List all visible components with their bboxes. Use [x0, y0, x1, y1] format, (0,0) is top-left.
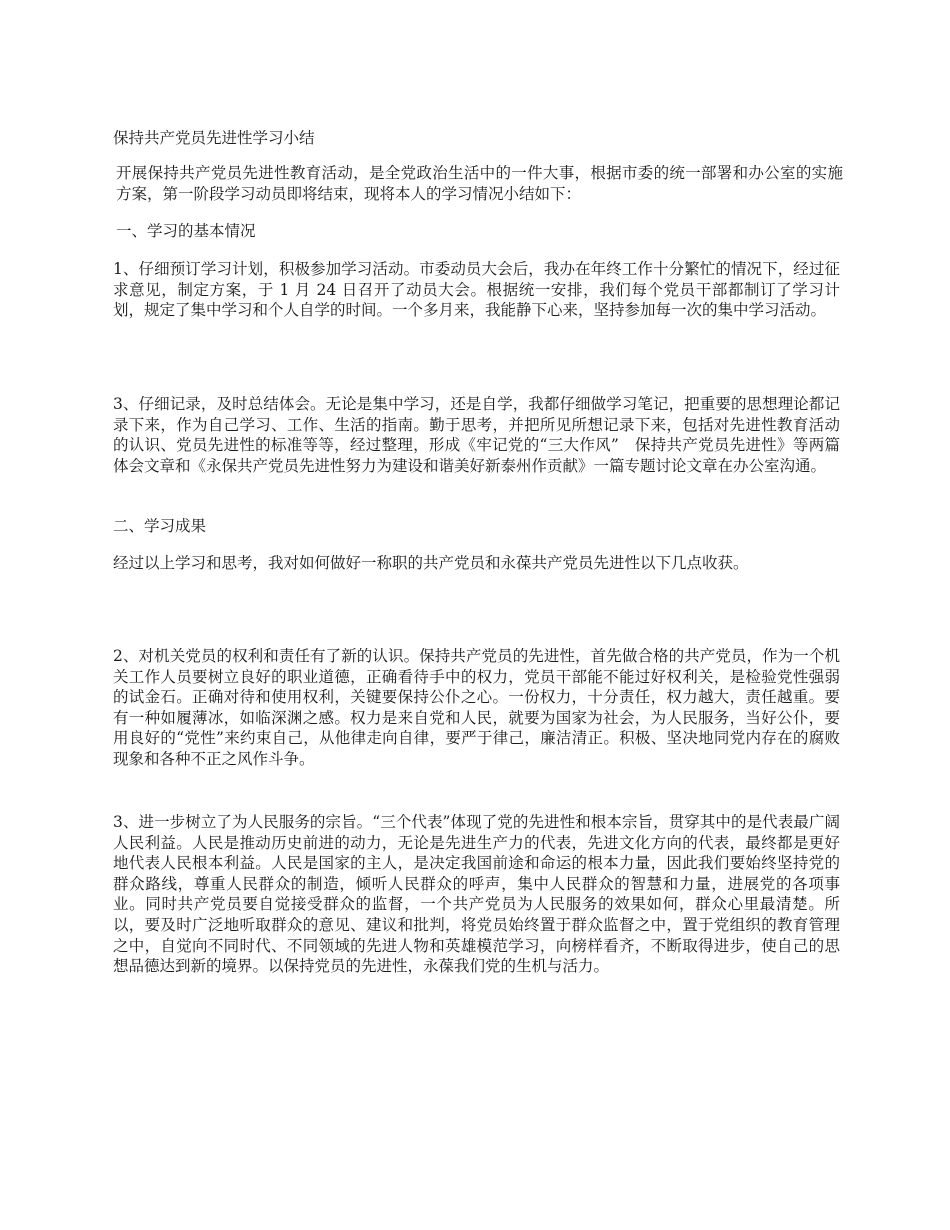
document-title: 保持共产党员先进性学习小结: [113, 129, 315, 147]
section2-item-3: 3、进一步树立了为人民服务的宗旨。“三个代表”体现了党的先进性和根本宗旨，贯穿其中的是代表最广阔人民利益。人民是推动历史前进的动力，无论是先进生产力的代表，先进文化方向的代表，最终都是更好地代表人民根本利益。人民是国家的主人，是决定我国前途和命运的根本力量，因此我们要始终坚持党的群众路线，尊重人民群众的制造，倾听人民群众的呼声，集中人民群众的智慧和力量，进展党的各项事业。同时共产党员要自觉接受群众的监督，一个共产党员为人民服务的效果如何，群众心里最清楚。所以，要及时广泛地听取群众的意见、建议和批判，将党员始终置于群众监督之中，置于党组织的教育管理之中，自觉向不同时代、不同领域的先进人物和英雄模范学习，向榜样看齐，不断取得进步，使自己的思想品德达到新的境界。以保持党员的先进性，永葆我们党的生机与活力。: [113, 813, 840, 976]
intro-paragraph: 开展保持共产党员先进性教育活动，是全党政治生活中的一件大事，根据市委的统一部署和办公室的实施方案，第一阶段学习动员即将结束，现将本人的学习情况小结如下：: [116, 164, 843, 203]
section2-intro: 经过以上学习和思考，我对如何做好一称职的共产党员和永葆共产党员先进性以下几点收获。: [113, 554, 749, 572]
section1-item-3: 3、仔细记录，及时总结体会。无论是集中学习，还是自学，我都仔细做学习笔记，把重要的思想理论都记录下来，作为自己学习、工作、生活的指南。勤于思考，并把所见所想记录下来，包括对先进性教育活动的认识、党员先进性的标准等等，经过整理，形成《牢记党的“三大作风” 保持共产党员先进性》等两篇体会文章和《永保共产党员先进性努力为建设和谐美好新泰州作贡献》一篇专题讨论文章在办公室沟通。: [113, 395, 840, 475]
section-heading-basic-situation: 一、学习的基本情况: [116, 222, 256, 240]
section2-item-2: 2、对机关党员的权利和责任有了新的认识。保持共产党员的先进性，首先做合格的共产党员，作为一个机关工作人员要树立良好的职业道德，正确看待手中的权力，党员干部能不能过好权利关，是检验党性强弱的试金石。正确对待和使用权利，关键要保持公仆之心。一份权力，十分责任，权力越大，责任越重。要有一种如履薄冰，如临深渊之感。权力是来自党和人民，就要为国家为社会，为人民服务，当好公仆，要用良好的“党性”来约束自己，从他律走向自律，要严于律己，廉洁清正。积极、坚决地同党内存在的腐败现象和各种不正之风作斗争。: [113, 647, 840, 768]
section-heading-results: 二、学习成果: [113, 517, 207, 535]
section1-item-1: 1、仔细预订学习计划，积极参加学习活动。市委动员大会后，我办在年终工作十分繁忙的情况下，经过征求意见，制定方案，于 1 月 24 日召开了动员大会。根据统一安排，我们每个党员干部都制订了学习计划，规定了集中学习和个人自学的时间。一个多月来，我能静下心来，坚持参加每一次的集中学习活动。: [113, 260, 840, 320]
